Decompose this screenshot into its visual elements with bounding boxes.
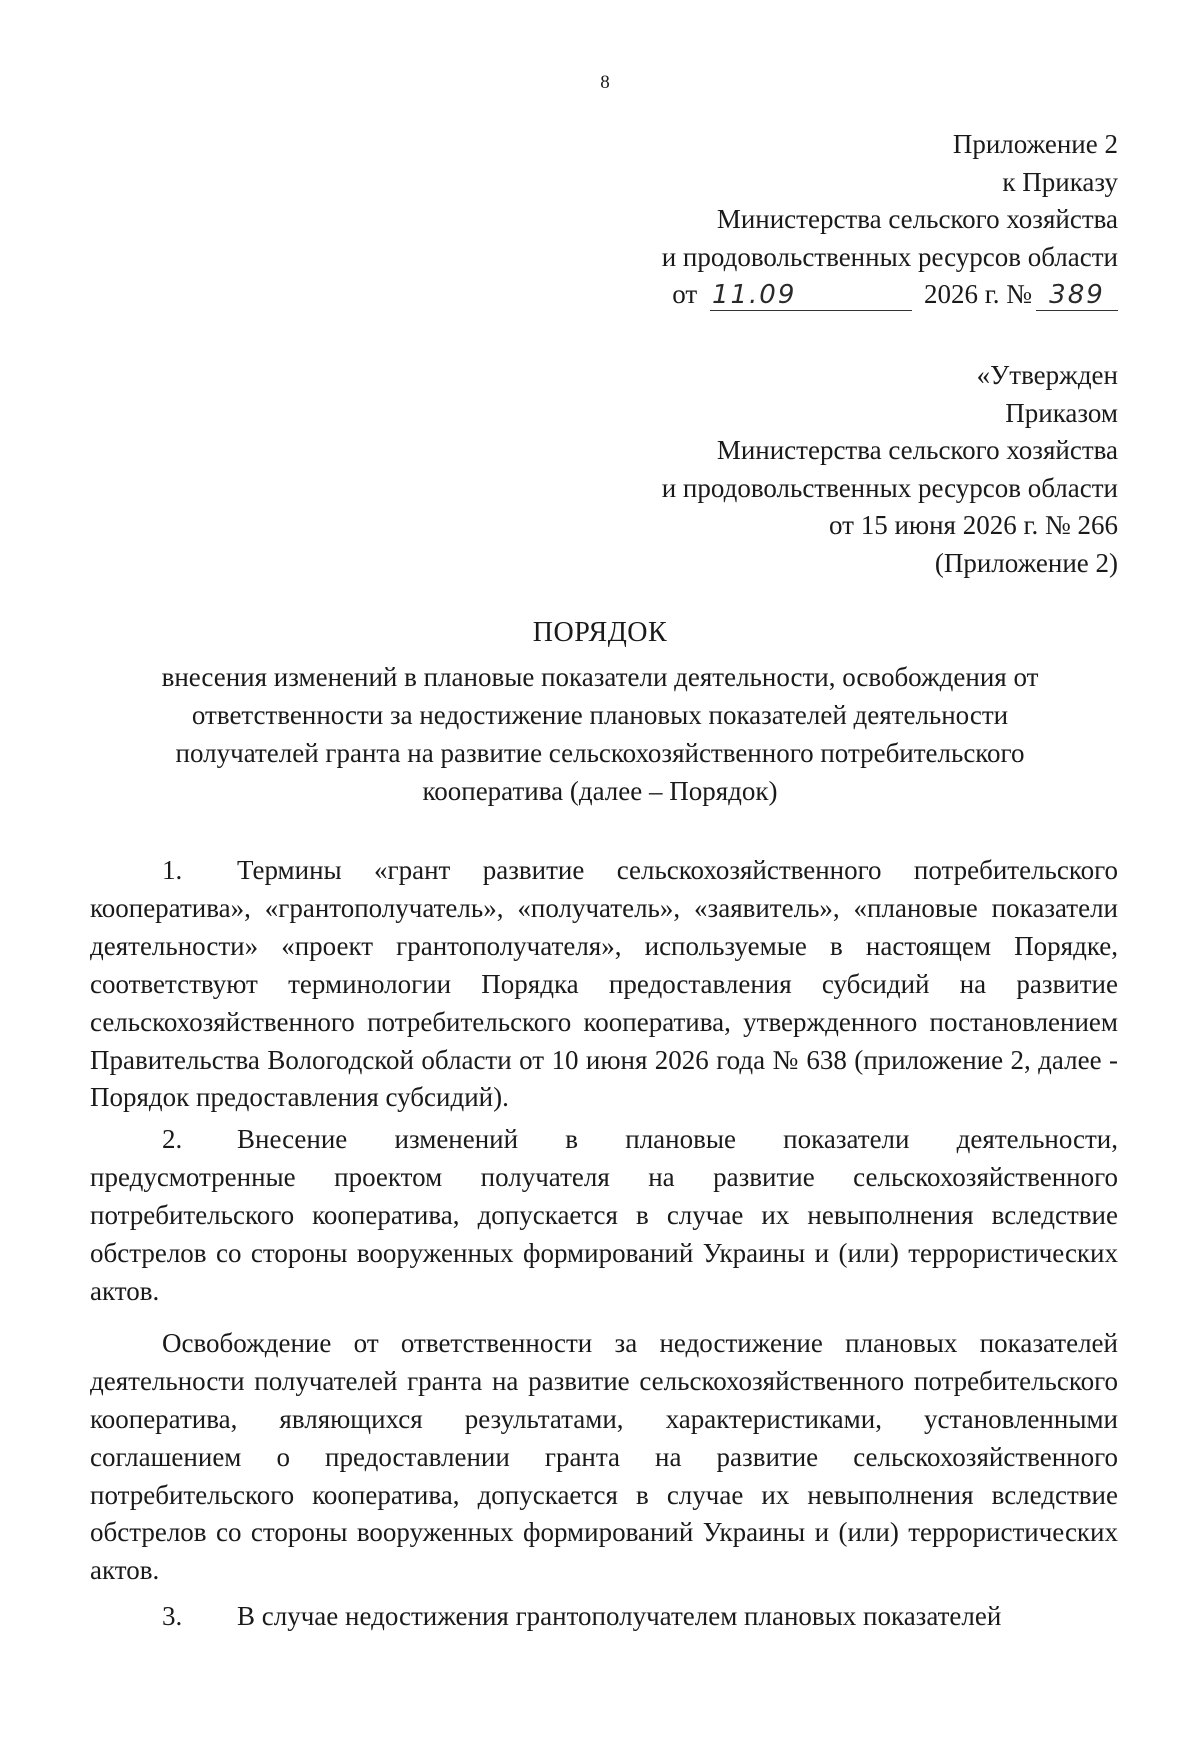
- paragraph-2-continued: [90, 1325, 1118, 1590]
- approval-line: Приказом: [1005, 397, 1118, 428]
- paragraph-number: 3.: [162, 1601, 183, 1632]
- appendix-header-line: Приложение 2: [952, 129, 1118, 159]
- date-prefix: от: [672, 279, 698, 309]
- subtitle-line: ответственности за недостижение плановых показателей деятельности: [191, 700, 1009, 730]
- approval-line: от 15 июня 2026 г. № 266: [829, 510, 1118, 540]
- subtitle-line: кооператива (далее – Порядок): [422, 776, 778, 806]
- paragraph-text: Термины «грант развитие сельскохозяйственного потребительского кооператива», «грантополучатель», «получатель», «заявитель», «плановые показатели деятельности» «проект грантополучателя», используемые в настоящем Порядке, соответствуют терминологии Порядка предоставления субсидий на развитие сельскохозяйственного потребительского кооператива, утвержденного постановлением Правительства Вологодской области от 10 июня 2026 года № 638 (приложение 2, далее - Порядок предоставления субсидий).: [90, 855, 1118, 1113]
- appendix-header-line: и продовольственных ресурсов области: [661, 241, 1118, 272]
- order-date-line: [662, 276, 1118, 314]
- handwritten-number-field: [1036, 279, 1118, 311]
- paragraph-3: [90, 1598, 1118, 1636]
- paragraph-2: [90, 1121, 1118, 1311]
- approval-line: «Утвержден: [976, 360, 1118, 390]
- appendix-header-line: Министерства сельского хозяйства: [716, 204, 1118, 234]
- paragraph-number: 1.: [162, 855, 183, 885]
- appendix-header-line: к Приказу: [1002, 166, 1118, 197]
- approval-line: и продовольственных ресурсов области: [661, 472, 1118, 503]
- handwritten-date-field: [710, 279, 912, 311]
- subtitle-line: получателей гранта на развитие сельскохозяйственного потребительского: [175, 738, 1025, 768]
- approval-line: (Приложение 2): [934, 547, 1118, 578]
- approval-line: Министерства сельского хозяйства: [716, 435, 1118, 465]
- paragraph-text: Внесение изменений в плановые показатели деятельности, предусмотренные проектом получателя на развитие сельскохозяйственного потребительского кооператива, допускается в случае их невыполнения вследствие обстрелов со стороны вооруженных формирований Украины и (или) террористических актов.: [90, 1124, 1118, 1306]
- document-subtitle: [100, 658, 1100, 810]
- paragraph-number: 2.: [162, 1124, 183, 1155]
- page-number: 8: [600, 72, 610, 93]
- paragraph-1: [90, 852, 1118, 1117]
- appendix-header: [662, 126, 1118, 314]
- subtitle-line: внесения изменений в плановые показатели деятельности, освобождения от: [161, 662, 1039, 692]
- approval-block: [662, 357, 1118, 582]
- document-body: [90, 852, 1118, 1640]
- paragraph-text: Освобождение от ответственности за недостижение плановых показателей деятельности получателей гранта на развитие сельскохозяйственного потребительского кооператива, являющихся результатами, характеристиками, установленными соглашением о предоставлении гранта на развитие сельскохозяйственного потребительского кооператива, допускается в случае их невыполнения вследствие обстрелов со стороны вооруженных формирований Украины и (или) террористических актов.: [90, 1327, 1118, 1586]
- order-year-text: 2026 г. №: [923, 279, 1032, 309]
- handwritten-number: 389: [1049, 280, 1105, 310]
- document-title: ПОРЯДОК: [532, 617, 668, 648]
- paragraph-text: В случае недостижения грантополучателем плановых показателей: [237, 1601, 1002, 1632]
- handwritten-date: 11.09: [711, 280, 797, 310]
